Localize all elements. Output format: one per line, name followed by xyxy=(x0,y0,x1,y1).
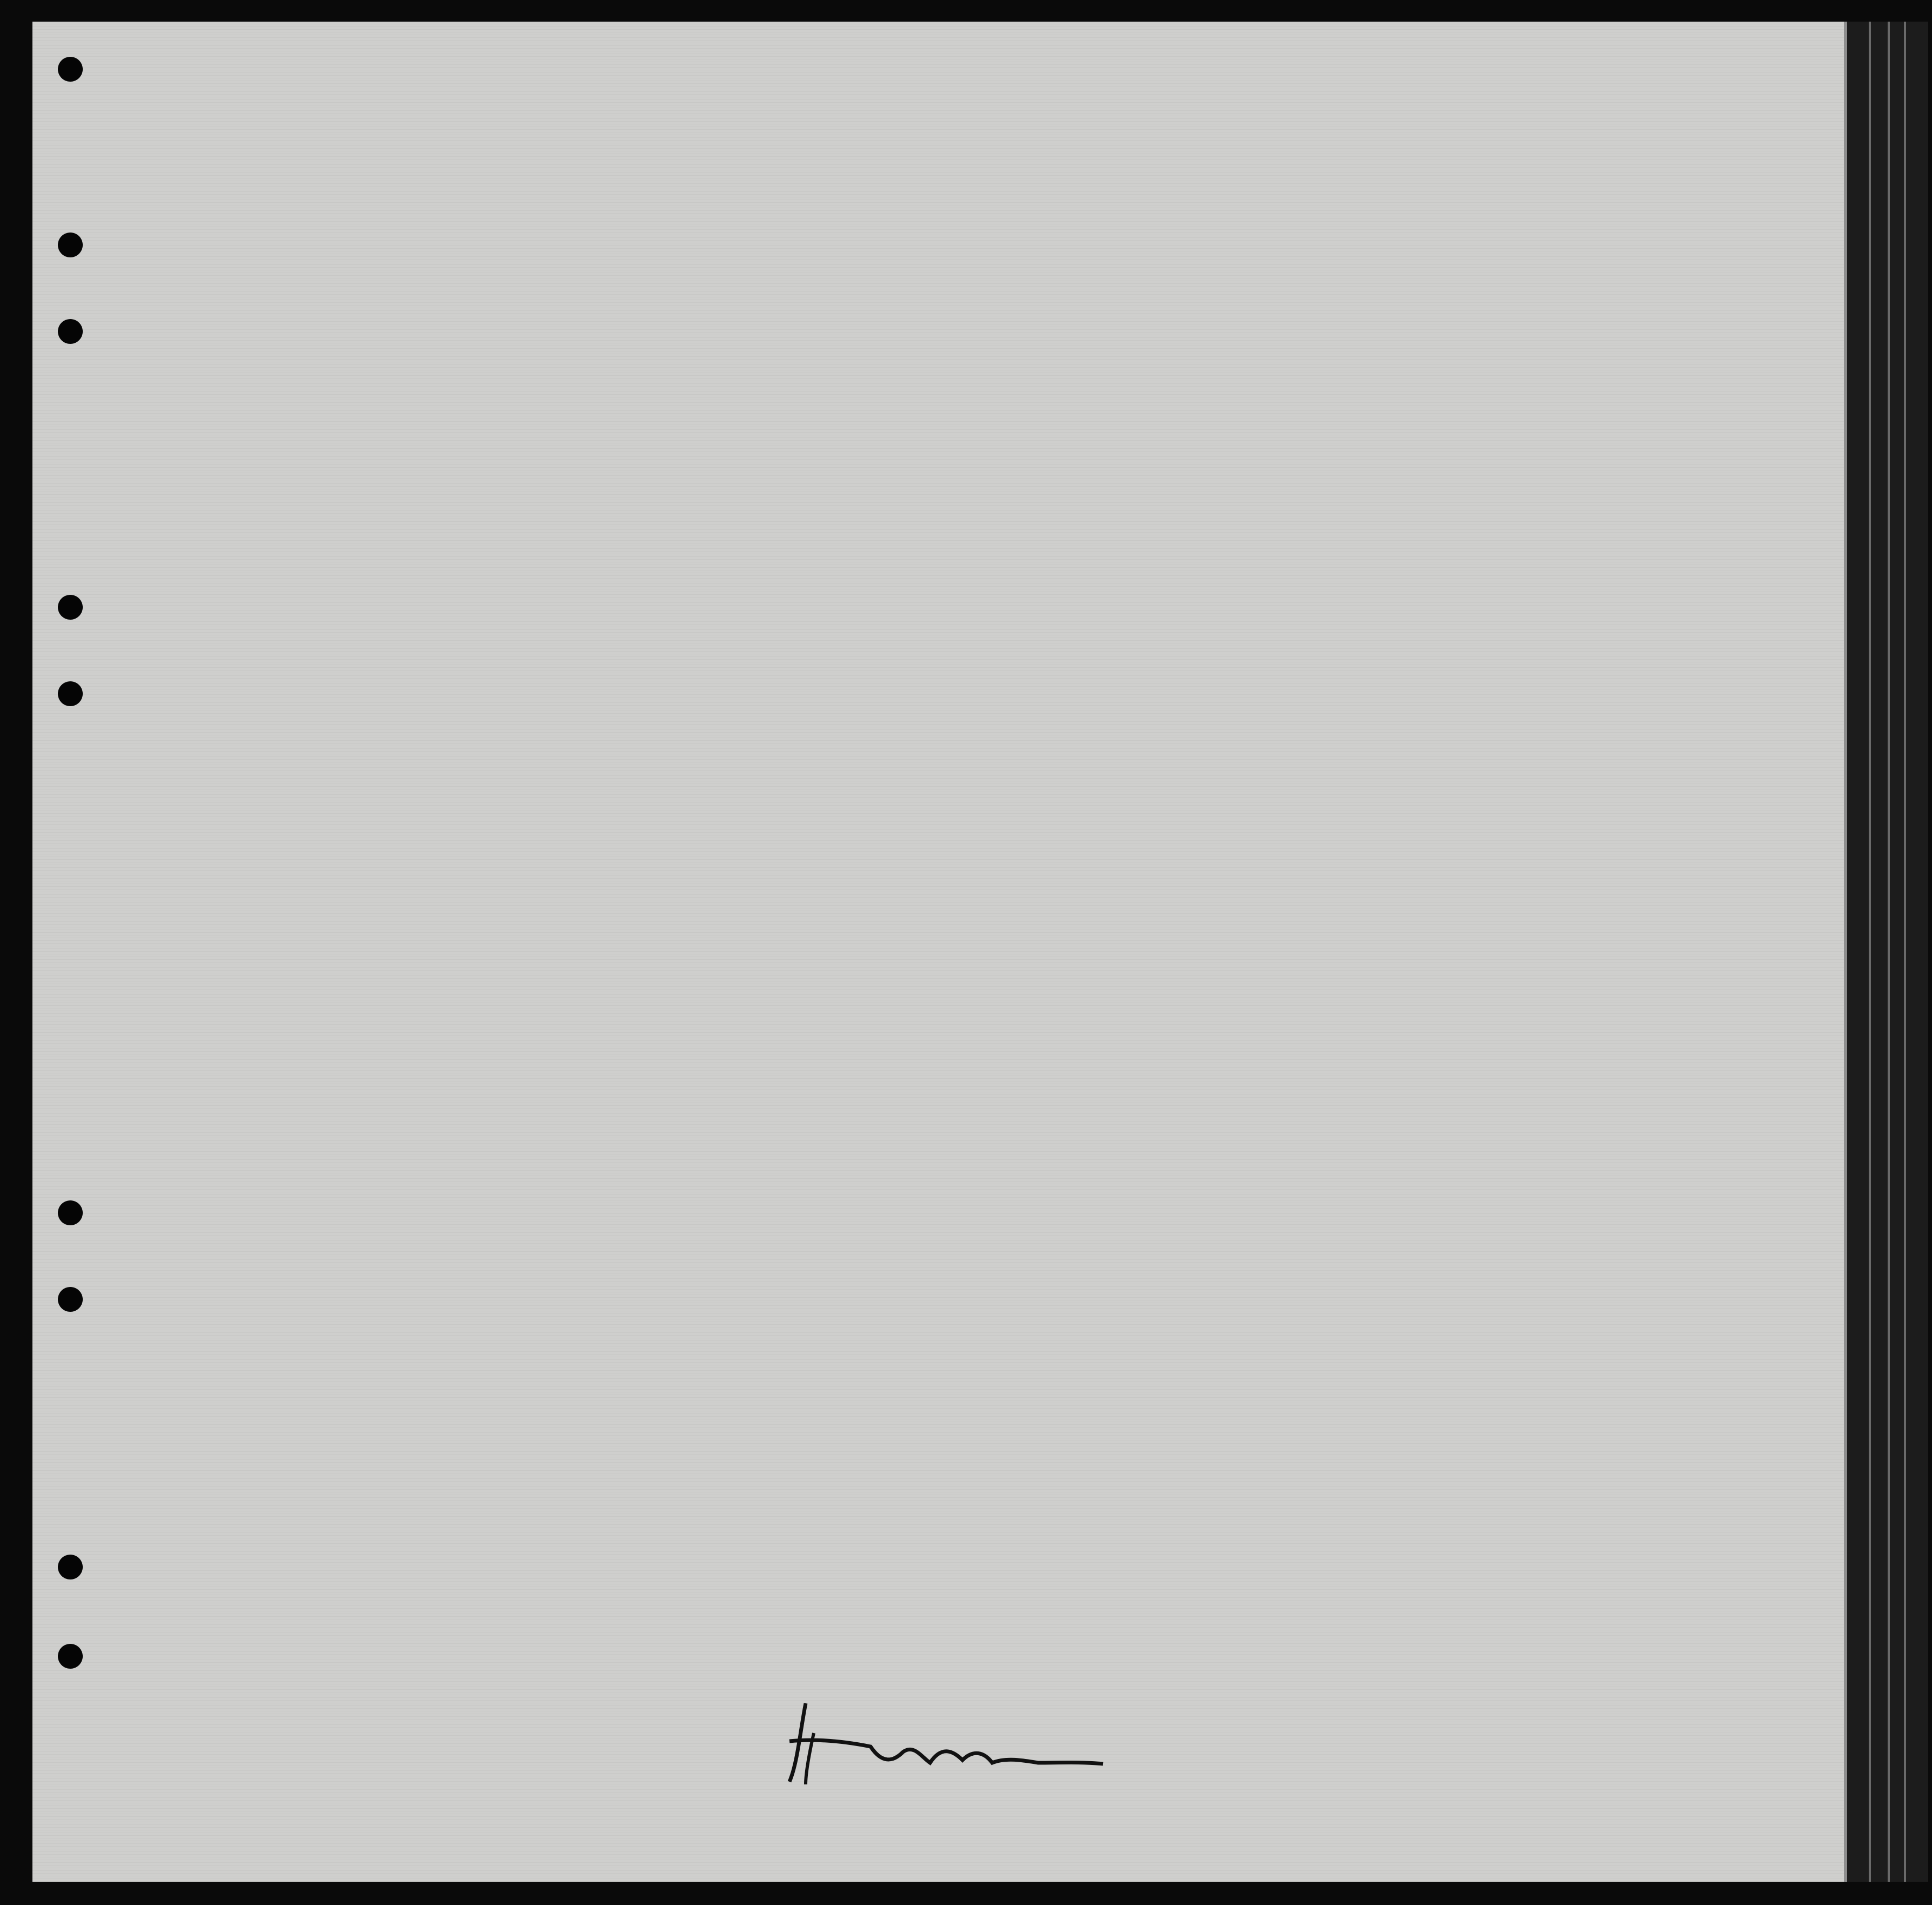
inspector-signature xyxy=(768,1682,1125,1790)
